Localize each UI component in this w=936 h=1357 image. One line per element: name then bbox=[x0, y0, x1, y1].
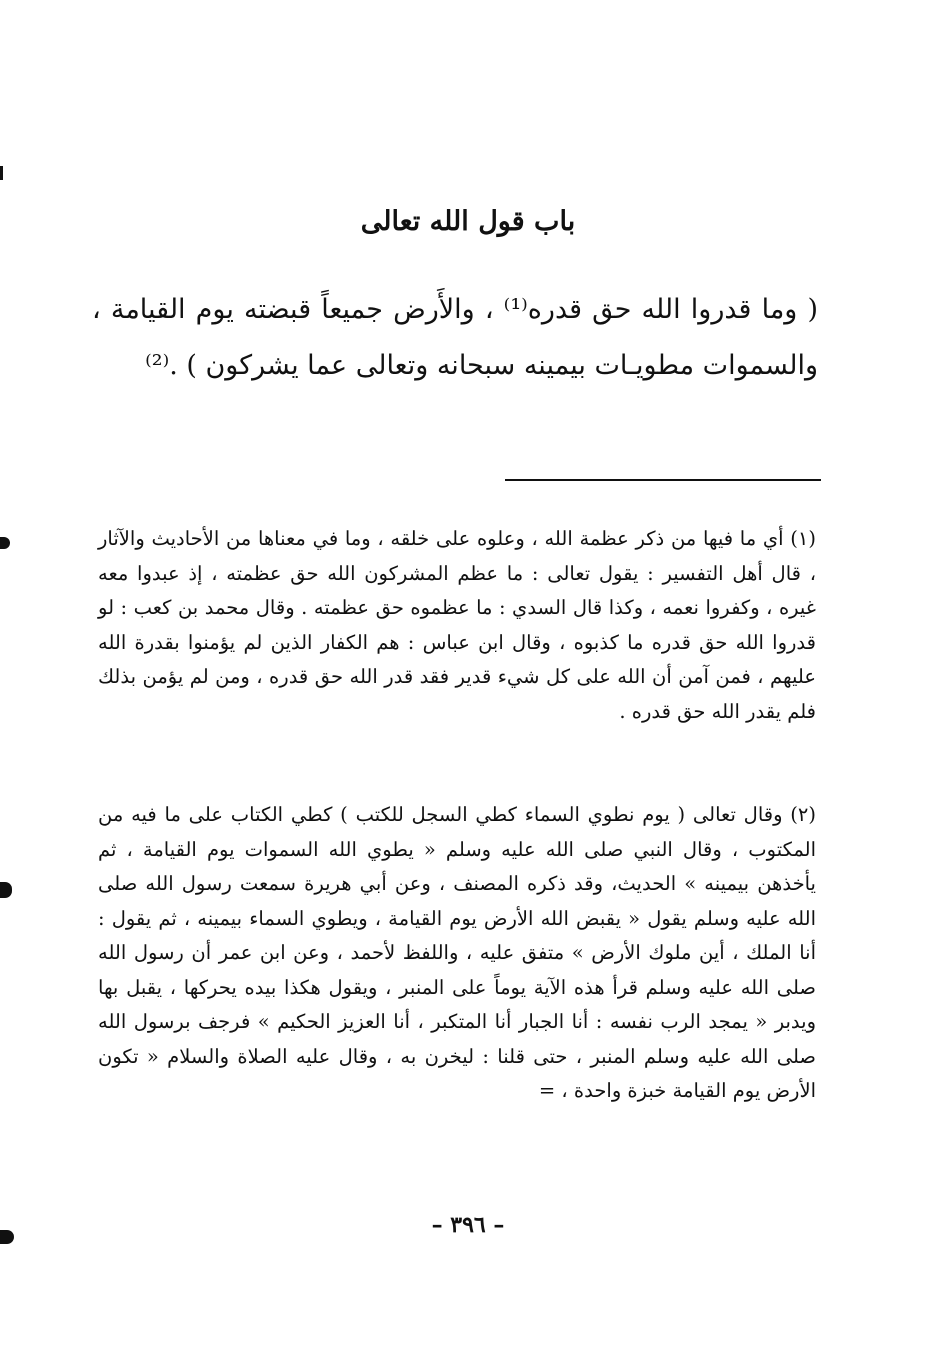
scan-mark bbox=[0, 1230, 14, 1244]
footnote-1: (١) أي ما فيها من ذكر عظمة الله ، وعلوه على خلقه ، وما في معناها من الأحاديث والآثار ، قال أهل التفسير : يقول تعالى : ما عظم المشركون الله حق عظمته ، إذ عبدوا معه غيره ، وكفروا نعمه ، وكذا قال السدي : ما عظموه حق عظمته . وقال محمد بن كعب : لو قدروا الله حق قدره ما كذبوه ، وقال ابن عباس : هم الكفار الذين لم يؤمنوا بقدرة الله عليهم ، فمن آمن أن الله على كل شيء قدير فقد قدر الله حق قدره ، ومن لم يؤمن بذلك فلم يقدر الله حق قدره . bbox=[98, 527, 816, 723]
chapter-heading: باب قول الله تعالى bbox=[360, 206, 576, 237]
scan-mark bbox=[0, 537, 10, 549]
footnote-2: (٢) وقال تعالى ( يوم نطوي السماء كطي السجل للكتب ) كطي الكتاب على ما فيه من المكتوب ، وقال النبي صلى الله عليه وسلم « يطوي الله السموات يوم القيامة ، ثم يأخذهن بيمينه » الحديث، وقد ذكره المصنف ، وعن أبي هريرة سمعت رسول الله صلى الله عليه وسلم يقول « يقبض الله الأرض يوم القيامة ، ويطوي السماء بيمينه ، ثم يقول : أنا الملك ، أين ملوك الأرض » متفق عليه ، واللفظ لأحمد ، وعن ابن عمر أن رسول الله صلى الله عليه وسلم قرأ هذه الآية يوماً على المنبر ، ويقول هكذا بيده يحركها ، يقبل بها ويدبر « يمجد الرب نفسه : أنا الجبار أنا المتكبر ، أنا العزيز الحكيم » فرجف برسول الله صلى الله عليه وسلم المنبر ، حتى قلنا : ليخرن به ، وقال عليه الصلاة والسلام « تكون الأرض يوم القيامة خبزة واحدة ، = bbox=[98, 803, 816, 1102]
scan-mark bbox=[0, 166, 3, 180]
page-number: – ٣٩٦ – bbox=[431, 1212, 505, 1238]
footnote-divider bbox=[505, 479, 821, 481]
scan-mark bbox=[0, 882, 12, 898]
quran-verse: ( وما قدروا الله حق قدره⁽¹⁾ ، والأَرض جميعاً قبضته يوم القيامة ، والسموات مطويـات بيمينه سبحانه وتعالى عما يشركون ) .⁽²⁾ bbox=[92, 294, 818, 381]
